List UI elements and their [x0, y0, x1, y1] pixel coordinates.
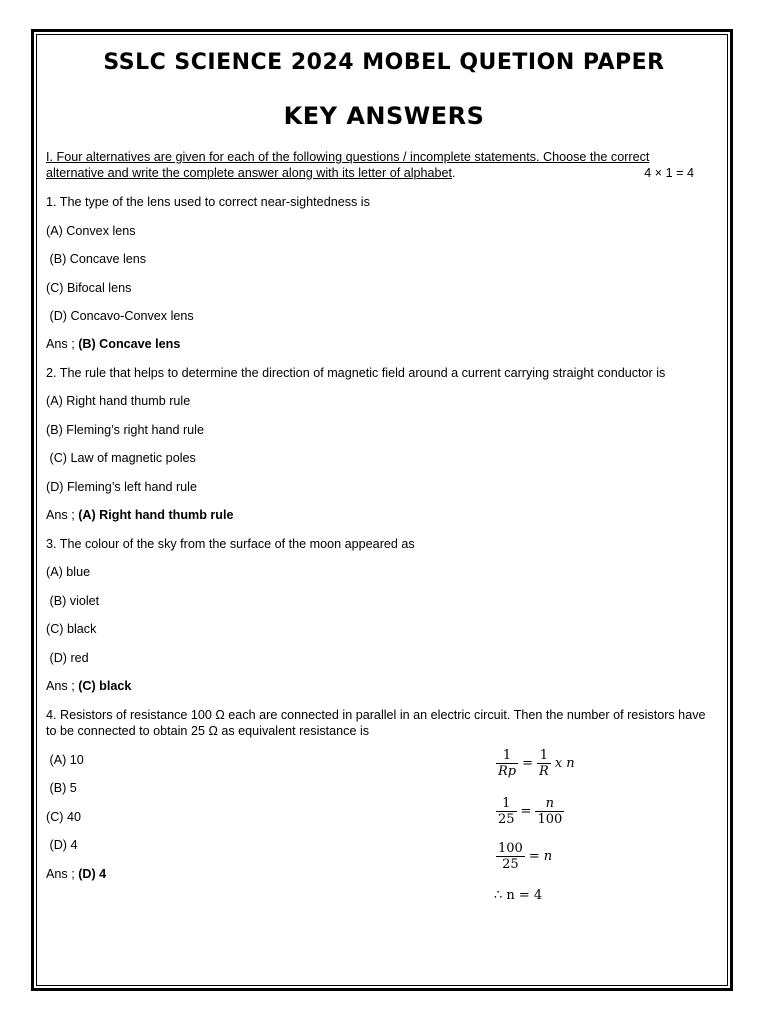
result: ∴ n = 4 [494, 888, 543, 903]
q3-option-d: (D) red [46, 651, 89, 665]
q2-option-c: (C) Law of magnetic poles [46, 451, 196, 465]
q1-option-d: (D) Concavo-Convex lens [46, 309, 194, 323]
page-title: SSLC SCIENCE 2024 MOBEL QUETION PAPER [103, 50, 665, 75]
answer-value: (C) black [78, 679, 132, 693]
q2-option-a: (A) Right hand thumb rule [46, 394, 191, 408]
fraction: $\frac{100}{25}$ [498, 841, 523, 872]
question-2: 2. The rule that helps to determine the direction of magnetic field around a current carrying straight conductor is [46, 366, 666, 380]
answer-value: (D) 4 [78, 867, 107, 881]
q1-answer [46, 337, 180, 351]
answer-prefix: Ans ; [46, 679, 79, 693]
q4-option-a: (A) 10 [46, 753, 84, 767]
q4-option-c: (C) 40 [46, 810, 81, 824]
question-1: 1. The type of the lens used to correct near-sightedness is [46, 195, 370, 209]
question-3: 3. The colour of the sky from the surface of the moon appeared as [46, 537, 415, 551]
instructions-period: . [452, 166, 456, 180]
q3-option-b: (B) violet [46, 594, 100, 608]
answer-value: (A) Right hand thumb rule [78, 508, 234, 522]
instructions [46, 149, 706, 181]
q1-option-b: (B) Concave lens [46, 252, 147, 266]
equation-3: $\frac{100}{25}$ = n [498, 841, 553, 872]
answer-value: (B) Concave lens [78, 337, 181, 351]
page-subtitle: KEY ANSWERS [283, 102, 485, 130]
q2-answer [46, 508, 234, 522]
equation-1: $\frac{1}{Rp}$ = $\frac{1}{R}$ x n [498, 748, 575, 779]
answer-prefix: Ans ; [46, 337, 79, 351]
fraction: $\frac{1}{Rp}$ [498, 748, 517, 779]
q4-option-d: (D) 4 [46, 838, 78, 852]
q4-option-b: (B) 5 [46, 781, 77, 795]
q2-option-d: (D) Fleming’s left hand rule [46, 480, 197, 494]
fraction: $\frac{1}{R}$ [539, 748, 549, 779]
q1-option-c: (C) Bifocal lens [46, 281, 132, 295]
instructions-text: I. Four alternatives are given for each of the following questions / incomplete statements. Choose the correct alternative and write the complete answer along with its letter of alphabet [46, 150, 650, 180]
marks-allocation: 4 × 1 = 4 [644, 166, 694, 180]
q3-option-a: (A) blue [46, 565, 91, 579]
answer-prefix: Ans ; [46, 867, 79, 881]
fraction: $\frac{1}{25}$ [498, 796, 515, 827]
q1-option-a: (A) Convex lens [46, 224, 136, 238]
q3-answer [46, 679, 131, 693]
q2-option-b: (B) Fleming’s right hand rule [46, 423, 204, 437]
q3-option-c: (C) black [46, 622, 97, 636]
answer-prefix: Ans ; [46, 508, 79, 522]
fraction: $\frac{n}{100}$ [537, 796, 563, 827]
equation-2: $\frac{1}{25}$ = $\frac{n}{100}$ [498, 796, 563, 827]
q4-answer [46, 867, 106, 881]
question-4: 4. Resistors of resistance 100 Ω each are connected in parallel in an electric circuit. Then the number of resistors have to be connected to obtain 25 Ω as equivalent resistance is [46, 708, 706, 738]
